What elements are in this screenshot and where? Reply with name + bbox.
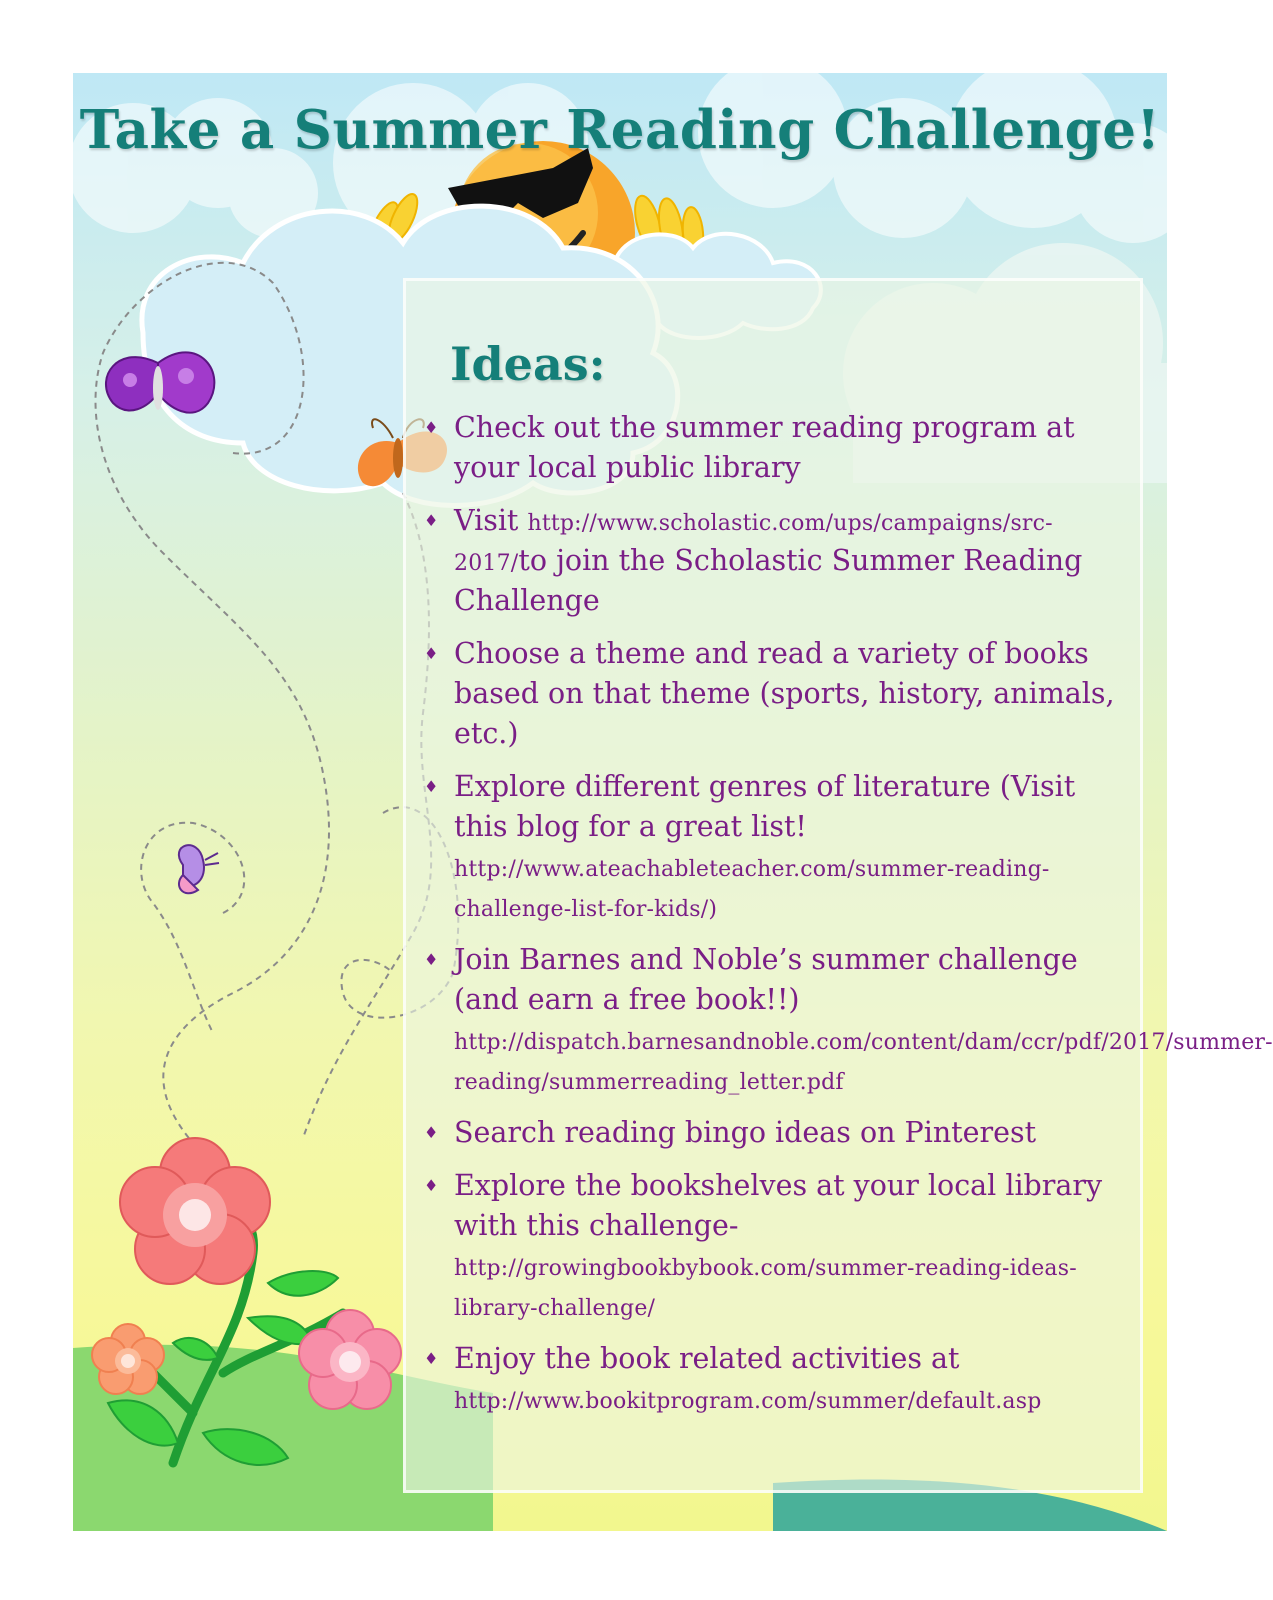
idea-text: Enjoy the book related activities at [454,1342,960,1375]
page-title: Take a Summer Reading Challenge! [79,99,1161,161]
idea-text: Search reading bingo ideas on Pinterest [454,1116,1037,1149]
diamond-bullet-icon: ♦ [424,1176,439,1195]
diamond-bullet-icon: ♦ [424,1349,439,1368]
idea-text: Explore different genres of literature (Visit this blog for a great list! [454,770,1076,843]
diamond-bullet-icon: ♦ [424,644,439,663]
idea-link[interactable]: http://growingbookbybook.com/summer-reading-ideas-library-challenge/ [454,1256,1077,1321]
diamond-bullet-icon: ♦ [424,511,439,530]
pink-flower-icon [120,1138,270,1284]
idea-text: Check out the summer reading program at your local public library [454,411,1075,484]
list-item [421,767,1121,927]
idea-text-after: to join the Scholastic Summer Reading Challenge [454,544,1083,617]
pink-butterfly-icon [179,845,219,893]
idea-text: Choose a theme and read a variety of books based on that theme (sports, history, animals, etc.) [454,637,1115,750]
list-item [421,408,1121,488]
ideas-list [421,408,1273,1432]
list-item [421,1113,1121,1153]
diamond-bullet-icon: ♦ [424,777,439,796]
diamond-bullet-icon: ♦ [424,1123,439,1142]
ideas-heading: Ideas: [450,337,606,391]
idea-link[interactable]: http://dispatch.barnesandnoble.com/content/dam/ccr/pdf/2017/summer-reading/summerreading_letter.pdf [454,1030,1273,1095]
list-item [421,634,1121,754]
list-item [421,501,1121,621]
poster [73,73,1273,1531]
idea-text: Visit [454,504,519,537]
list-item [421,1166,1121,1326]
purple-butterfly-icon [106,352,214,412]
orange-flower-icon [92,1324,164,1394]
diamond-bullet-icon: ♦ [424,418,439,437]
diamond-bullet-icon: ♦ [424,950,439,969]
idea-text: Explore the bookshelves at your local library with this challenge- [454,1169,1103,1242]
idea-link[interactable]: http://www.ateachableteacher.com/summer-reading-challenge-list-for-kids/) [454,857,1050,922]
list-item [421,1339,1121,1419]
idea-text: Join Barnes and Noble’s summer challenge (and earn a free book!!) [454,943,1078,1016]
idea-link[interactable]: http://www.bookitprogram.com/summer/default.asp [454,1389,1042,1414]
idea-link[interactable]: http://www.scholastic.com/ups/campaigns/src-2017/ [454,511,1053,576]
list-item [421,940,1273,1100]
